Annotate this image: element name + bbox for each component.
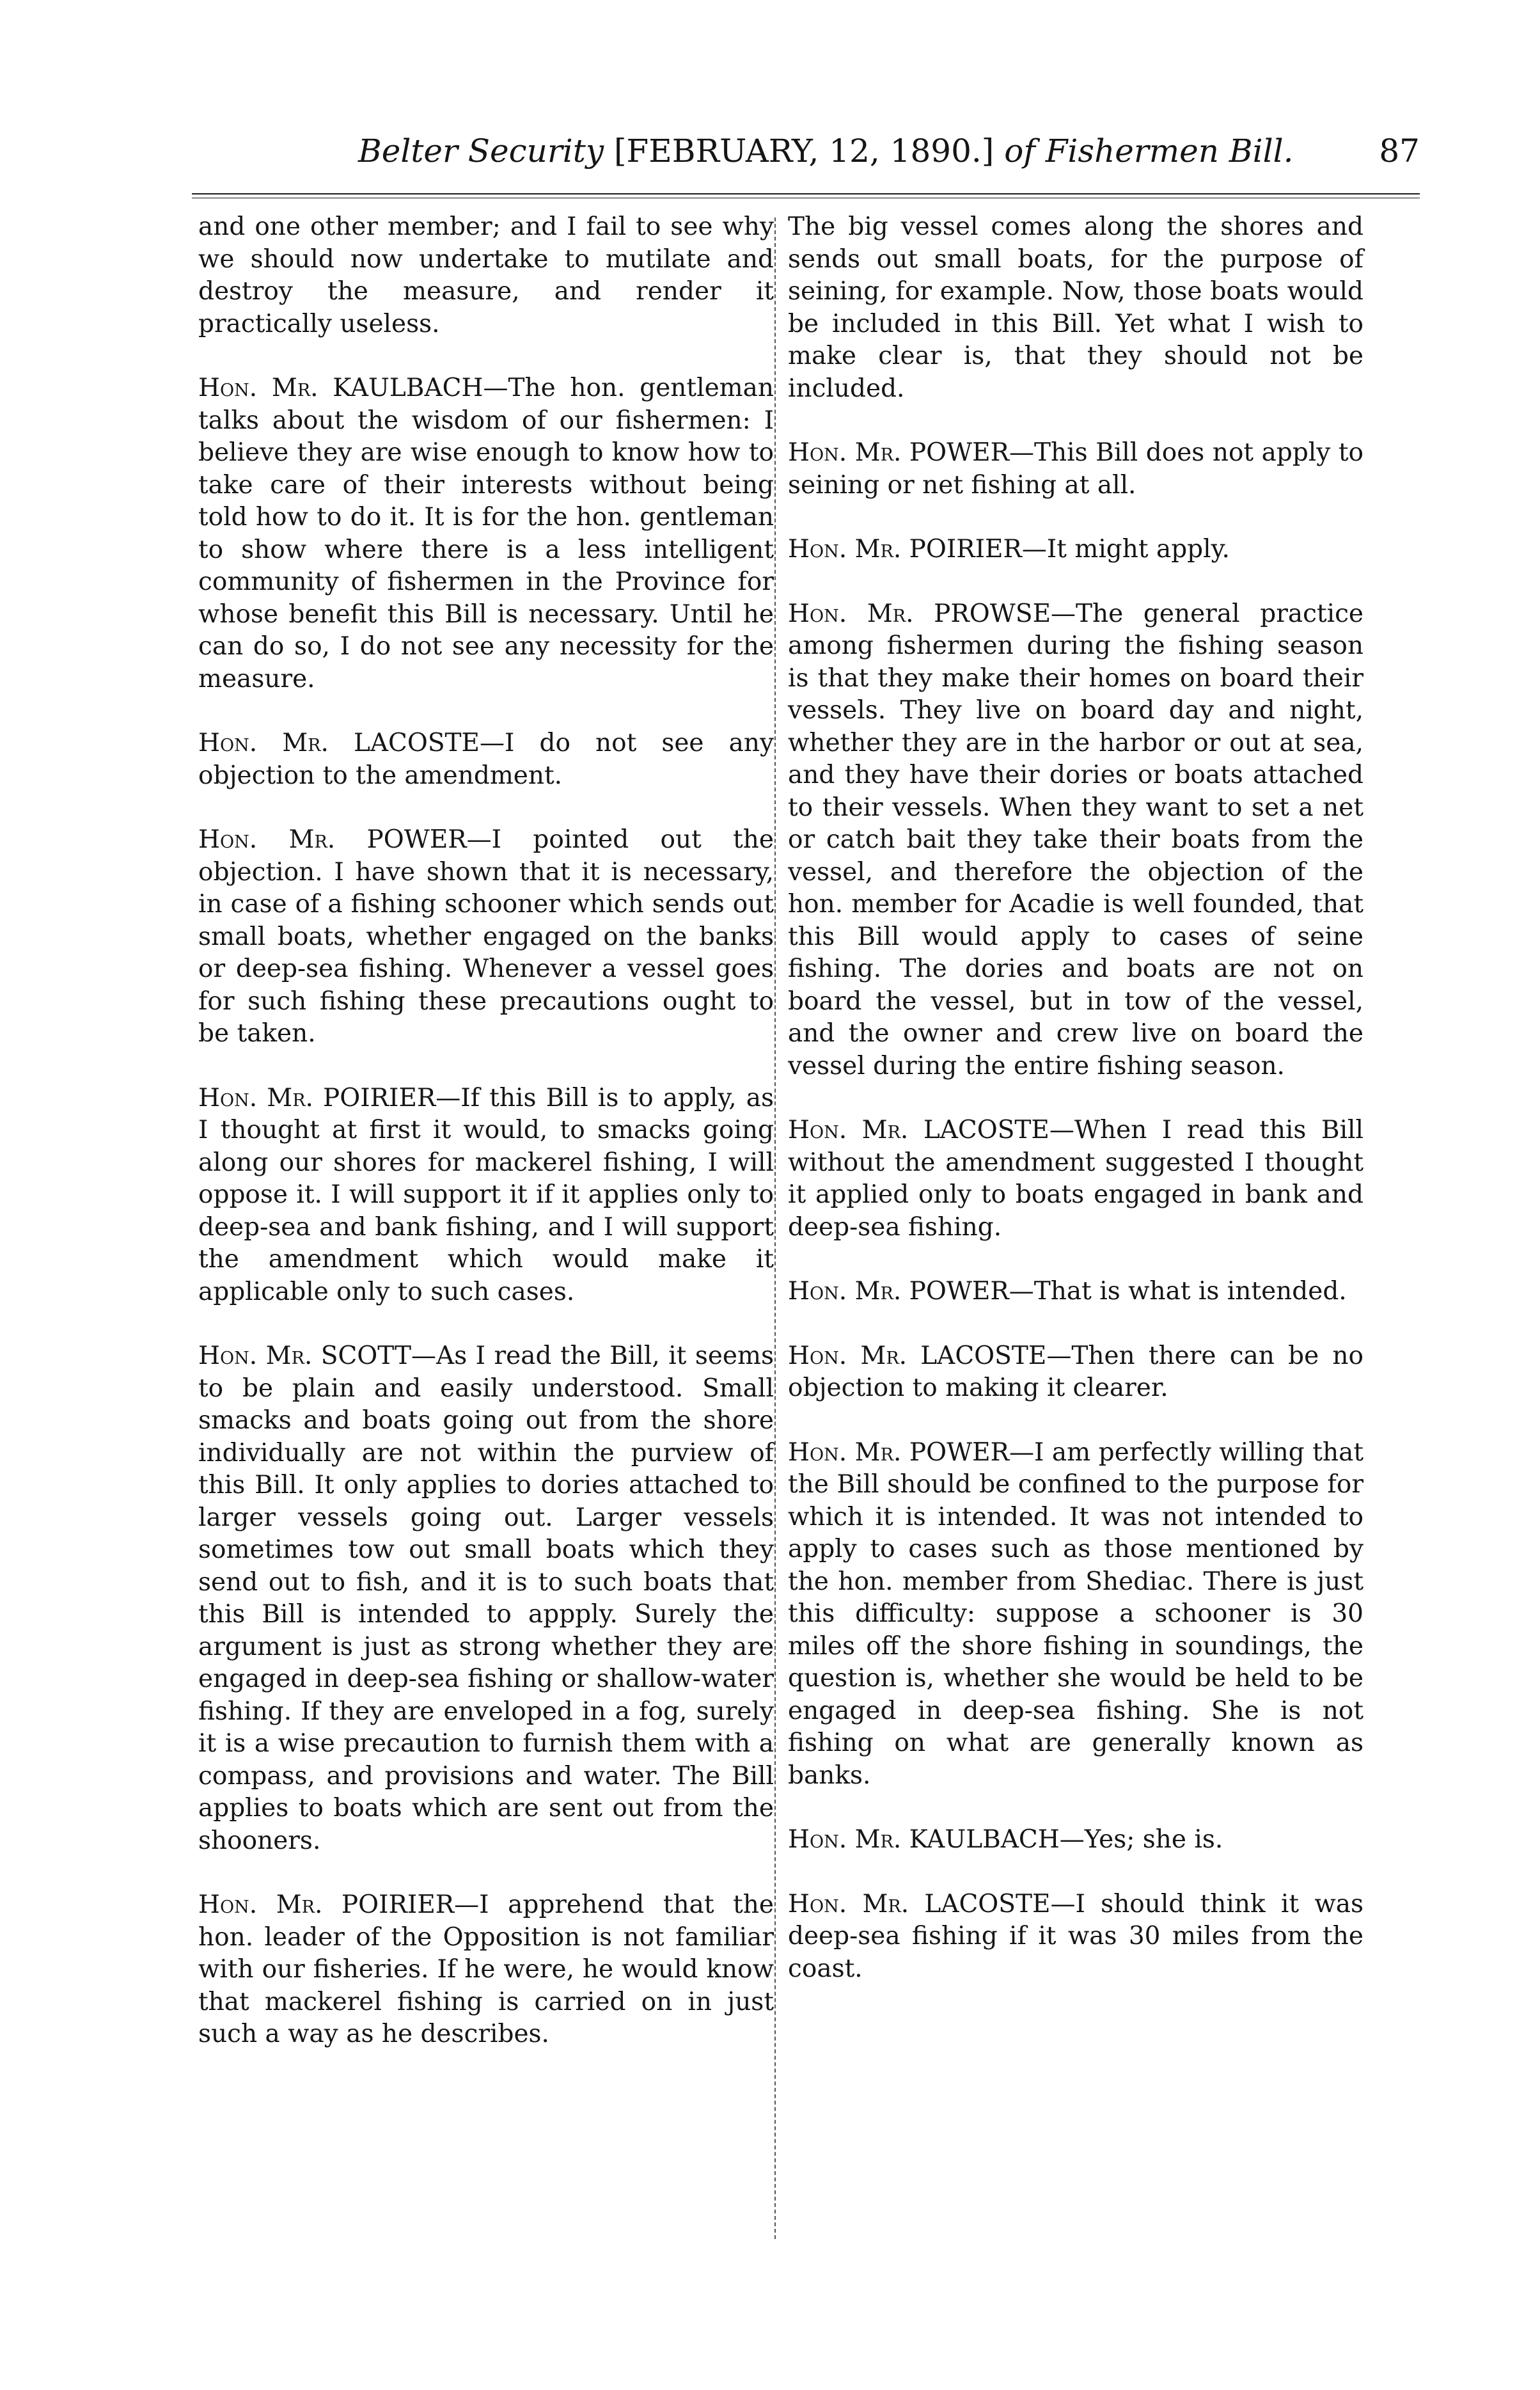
paragraph-text: —Yes; she is. [1059,1825,1223,1854]
speaker-name: Hon. Mr. LACOSTE [788,1341,1047,1370]
header-title [358,128,1293,174]
paragraph [198,1889,774,2051]
paragraph-text: —Then there can be no objection to making it clearer. [788,1341,1363,1402]
running-head-left: Belter Security [358,132,604,170]
speaker-name: Hon. Mr. LACOSTE [788,1889,1051,1919]
speaker-name: Hon. Mr. SCOTT [198,1341,412,1370]
paragraph-text: —This Bill does not apply to seining or net fishing at all. [788,438,1363,500]
paragraph-text: —When I read this Bill without the amendment suggested I thought it applied only to boats engaged in bank and deep-sea fishing. [788,1116,1363,1242]
paragraph-text: and one other member; and I fail to see why we should now undertake to mutilate and destroy the measure, and render it practically useless. [198,212,774,338]
paragraph-text: The big vessel comes along the shores and sends out small boats, for the purpose of seining, for example. Now, those boats would be included in this Bill. Yet what I wish to make clear is, that they should not be included. [788,212,1363,403]
speaker-name: Hon. Mr. KAULBACH [198,374,483,402]
speaker-name: Hon. Mr. POIRIER [198,1083,436,1112]
paragraph [788,1437,1363,1792]
speaker-name: Hon. Mr. POIRIER [788,535,1022,564]
paragraph [788,534,1363,566]
speaker-name: Hon. Mr. POIRIER [198,1890,455,1919]
paragraph [198,211,774,340]
paragraph-text: —I pointed out the objection. I have shown that it is necessary, in case of a fishing schooner which sends out small boats, whether engaged on the banks or deep-sea fishing. Whenever a vessel goes for such fishing these precautions ought to be taken. [198,825,774,1048]
paragraph-text: —That is what is intended. [1009,1277,1347,1306]
running-header [192,128,1420,174]
paragraph [788,598,1363,1083]
paragraph-text: —I apprehend that the hon. leader of the Opposition is not familiar with our fisheries. If he were, he would know that mackerel fishing is carried on in just such a way as he describes. [198,1890,774,2048]
column-divider [774,218,776,2239]
speaker-name: Hon. Mr. PROWSE [788,599,1051,628]
paragraph-text: —I am perfectly willing that the Bill should be confined to the purpose for which it is intended. It was not intended to apply to cases such as those mentioned by the hon. member from Shediac. There is just this difficulty: suppose a schooner is 30 miles off the shore fishing in soundings, the question is, whether she would be held to be engaged in deep-sea fishing. She is not fishing on what are generally known as banks. [788,1437,1363,1790]
header-date: [FEBRUARY, 12, 1890.] [614,132,994,170]
paragraph [788,1340,1363,1405]
paragraph-text: —As I read the Bill, it seems to be plain and easily understood. Small smacks and boats going out from the shore individually are not within the purview of this Bill. It only applies to dories attached to larger vessels going out. Larger vessels sometimes tow out small boats which they send out to fish, and it is to such boats that this Bill is intended to appply. Surely the argument is just as strong whether they are engaged in deep-sea fishing or shallow-water fishing. If they are enveloped in a fog, surely it is a wise precaution to furnish them with a compass, and provisions and water. The Bill applies to boats which are sent out from the shooners. [198,1341,774,1855]
paragraph-text: —It might apply. [1021,535,1230,564]
speaker-name: Hon. Mr. POWER [198,825,467,854]
speaker-name: Hon. Mr. KAULBACH [788,1825,1060,1854]
speaker-name: Hon. Mr. LACOSTE [788,1116,1049,1144]
paragraph-text: —I should think it was deep-sea fishing if it was 30 miles from the coast. [788,1889,1364,1983]
paragraph-text: —The hon. gentleman talks about the wisdom of our fishermen: I believe they are wise enough to know how to take care of their interests without being told how to do it. It is for the hon. gentleman to show where there is a less intelligent community of fishermen in the Province for whose benefit this Bill is necessary. Until he can do so, I do not see any necessity for the measure. [198,374,774,693]
speaker-name: Hon. Mr. POWER [788,438,1010,467]
paragraph [198,1082,774,1309]
left-column [198,211,774,2083]
speaker-name: Hon. Mr. POWER [788,1277,1009,1306]
paragraph [788,1276,1363,1308]
speaker-name: Hon. Mr. LACOSTE [198,729,480,757]
page-number: 87 [1379,132,1420,170]
paragraph [788,1888,1363,1986]
paragraph-text: —The general practice among fishermen during the fishing season is that they make their homes on board their vessels. They live on board day and night, whether they are in the harbor or out at sea, and they have their dories or boats attached to their vessels. When they want to set a net or catch bait they take their boats from the vessel, and therefore the objection of the hon. member for Acadie is well founded, that this Bill would apply to cases of seine fishing. The dories and boats are not on board the vessel, but in tow of the vessel, and the owner and crew live on board the vessel during the entire fishing season. [788,599,1363,1080]
paragraph [788,211,1363,405]
header-rule [192,193,1420,198]
paragraph [788,1114,1363,1244]
right-column [788,211,1363,2017]
paragraph [198,372,774,695]
paragraph [788,1824,1363,1856]
speaker-name: Hon. Mr. POWER [788,1437,1009,1467]
paragraph [198,824,774,1050]
paragraph [198,727,774,792]
paragraph-text: —I do not see any objection to the amendment. [198,729,774,790]
paragraph [198,1340,774,1857]
paragraph-text: —If this Bill is to apply, as I thought at first it would, to smacks going along our shores for mackerel fishing, I will oppose it. I will support it if it applies only to deep-sea and bank fishing, and I will support the amendment which would make it applicable only to such cases. [198,1083,774,1306]
running-head-right: of Fishermen Bill. [1004,132,1294,170]
paragraph [788,437,1363,502]
